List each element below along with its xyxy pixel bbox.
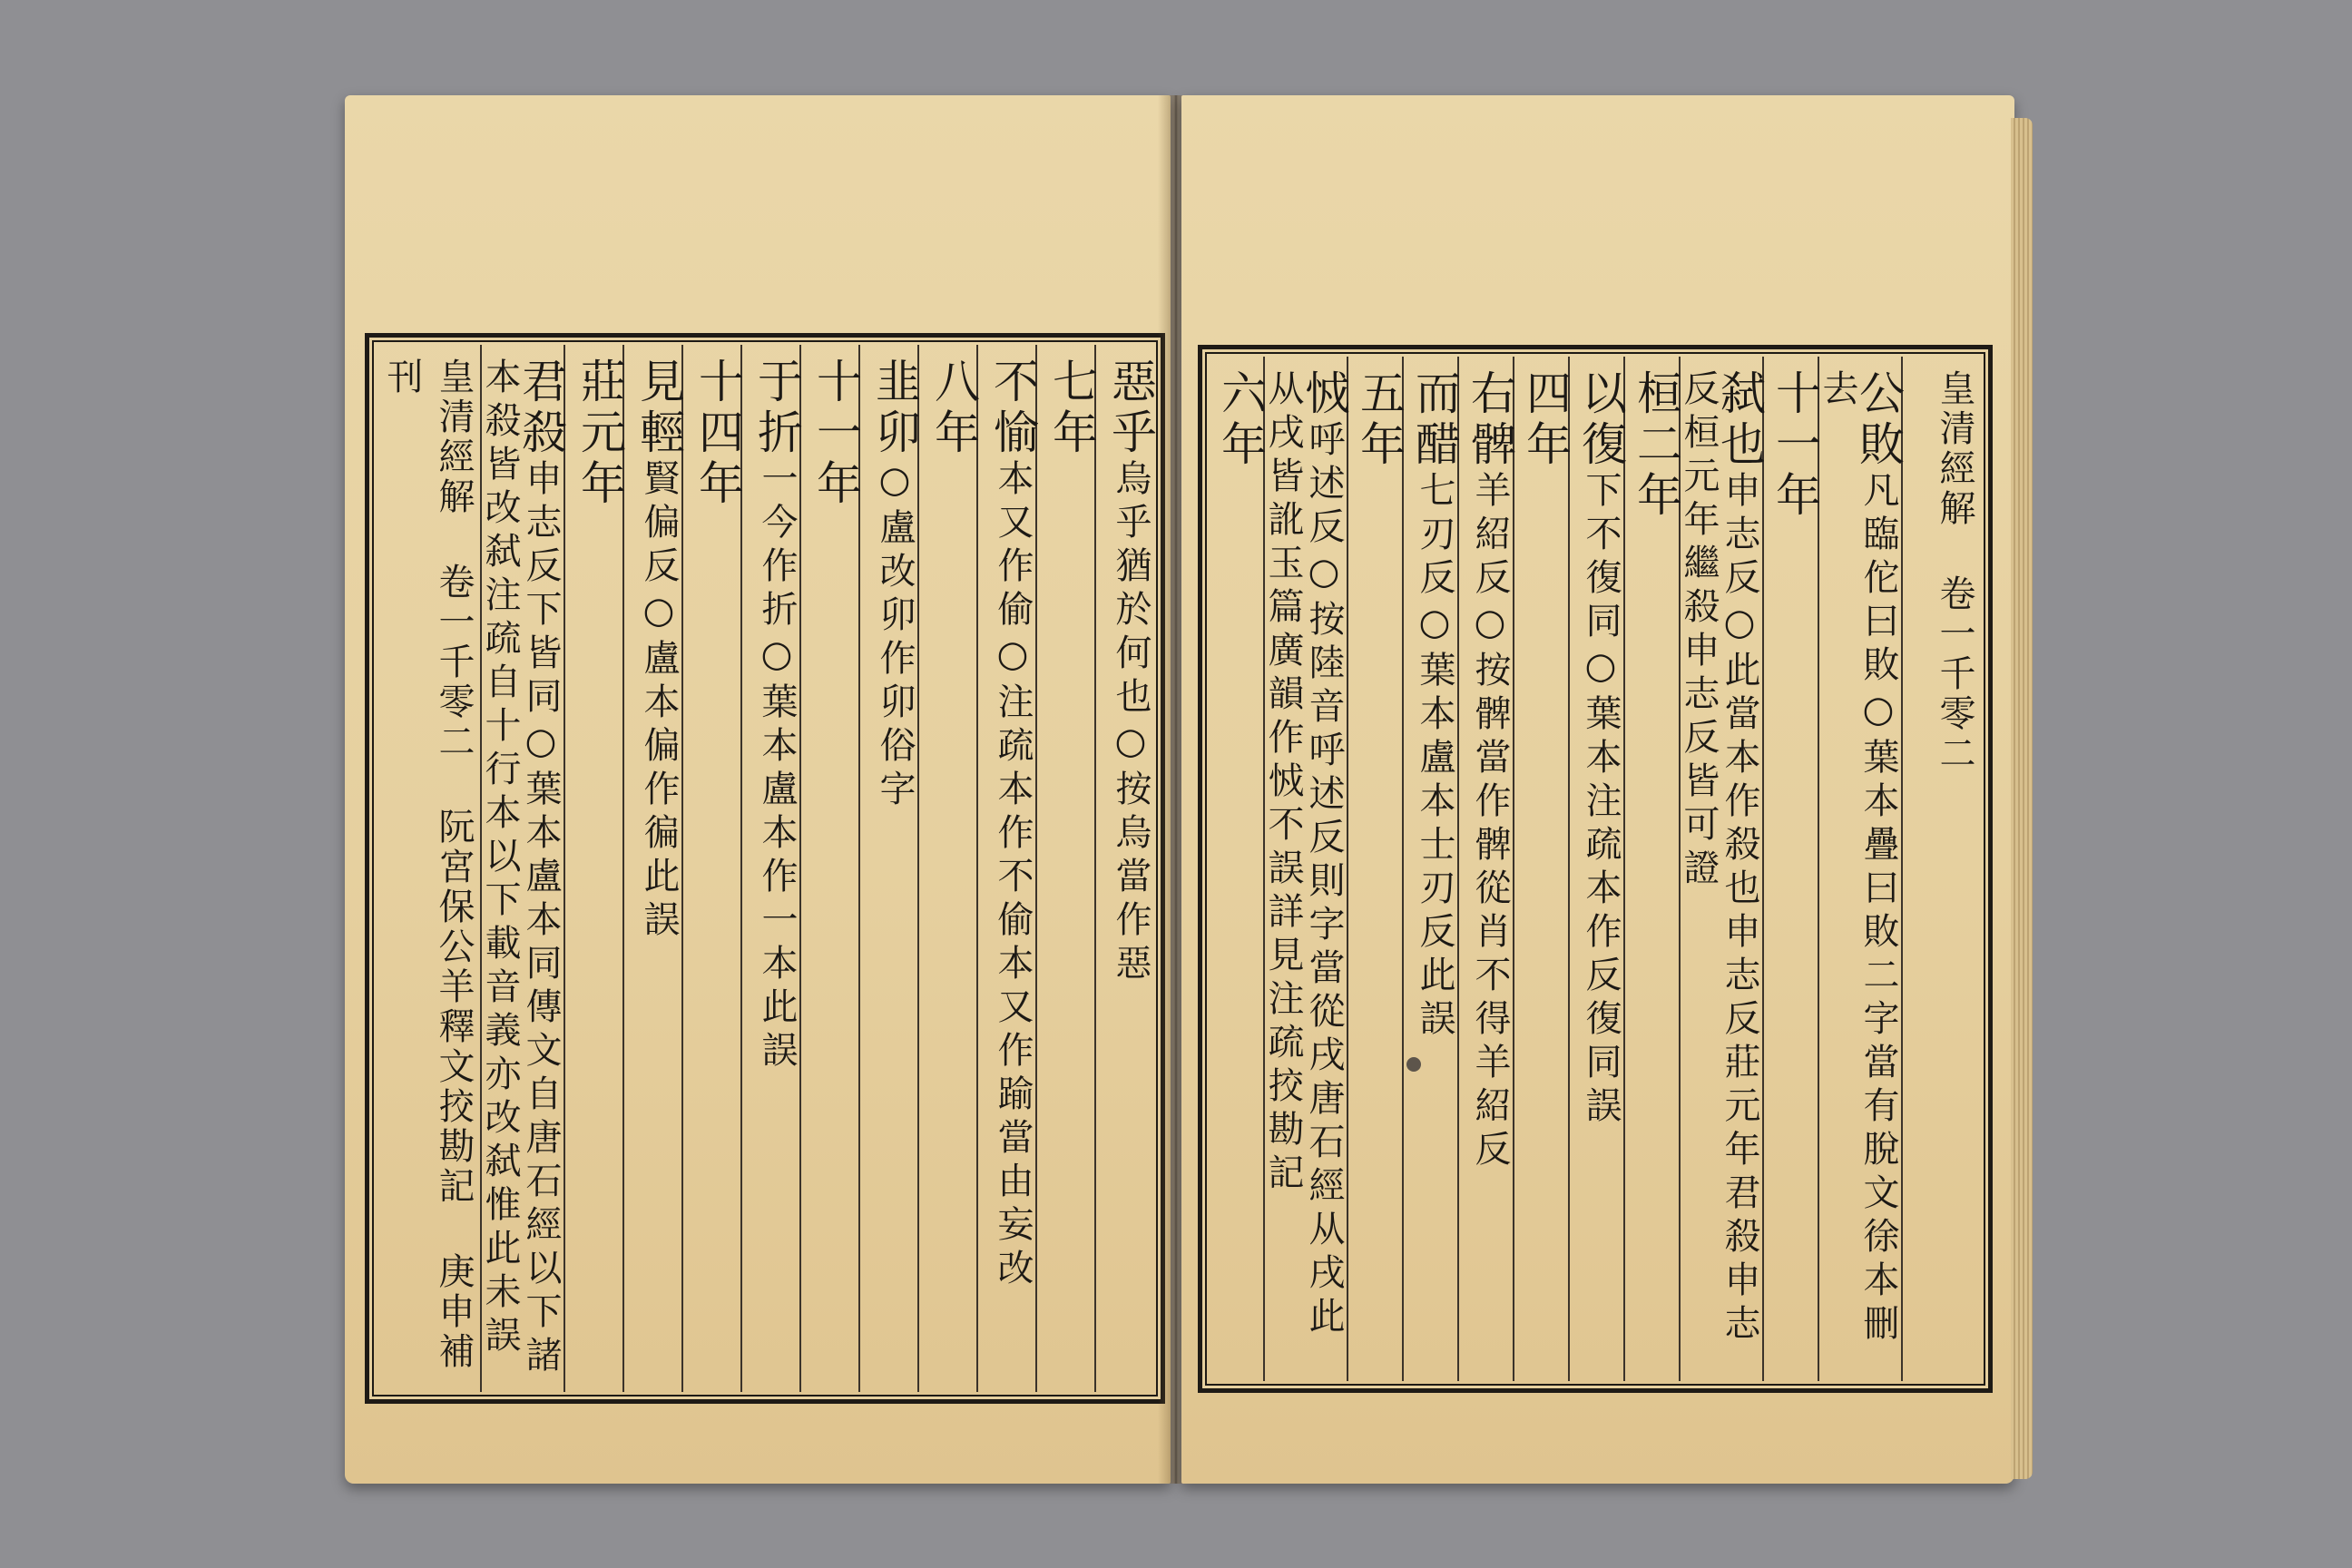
text-column <box>1568 357 1627 1381</box>
entry-text: ○盧改卯作卯俗字 <box>874 459 916 813</box>
text-column <box>1262 357 1350 1381</box>
entry-text: 烏乎猶於何也○按烏當作惡 <box>1110 459 1152 987</box>
text-column <box>1035 345 1098 1392</box>
year-heading: 五年 <box>1353 369 1406 471</box>
entry-heading: 而醋 <box>1408 369 1461 471</box>
page-edges <box>2011 118 2033 1479</box>
text-column <box>1623 357 1682 1381</box>
ink-spot <box>1406 1057 1421 1072</box>
text-column <box>1513 357 1572 1381</box>
year-heading: 桓二年 <box>1630 369 1682 522</box>
entry-heading: 惡乎 <box>1104 358 1157 459</box>
text-column <box>1762 357 1821 1381</box>
right-columns <box>1210 357 1981 1381</box>
text-column <box>622 345 685 1392</box>
text-column <box>1457 357 1516 1381</box>
year-heading: 十四年 <box>691 358 744 510</box>
spine-label: 皇清經解 卷一千零二 阮宮保公羊釋文挍勘記 庚申補刊 <box>381 358 475 1372</box>
year-heading: 十一年 <box>1769 369 1821 522</box>
spine-label: 皇清經解 卷一千零二 <box>1934 369 1975 774</box>
entry-text: 下不復同○葉本注疏本作反復同誤 <box>1580 471 1622 1130</box>
left-page <box>345 95 1171 1484</box>
text-column <box>917 345 980 1392</box>
entry-heading: 君殺 <box>514 358 567 459</box>
text-column <box>1678 357 1766 1381</box>
entry-text: 凡臨佗曰敗○葉本疊曰敗二字當有脫文徐本刪去 <box>1817 369 1899 1348</box>
entry-text: 賢偏反○盧本偏作徧此誤 <box>638 459 680 944</box>
entry-heading: 不愉 <box>986 358 1039 459</box>
text-column <box>740 345 803 1392</box>
spine-label-column <box>377 345 480 1392</box>
year-heading: 七年 <box>1045 358 1098 459</box>
text-column <box>799 345 862 1392</box>
right-text-frame <box>1198 345 1993 1393</box>
entry-heading: 㤜 <box>1298 369 1350 420</box>
text-column <box>564 345 626 1392</box>
text-column <box>858 345 921 1392</box>
text-column <box>1817 357 1905 1381</box>
entry-text: 呼述反○按陸音呼述反則字當從戌唐石經从戌此从戌皆訛玉篇廣韻作㤜不誤詳見注疏挍勘記 <box>1262 369 1345 1340</box>
year-heading: 莊元年 <box>573 358 626 510</box>
left-text-frame <box>365 333 1165 1404</box>
year-heading: 十一年 <box>809 358 862 510</box>
entry-text: 一今作折○葉本盧本作一本此誤 <box>756 459 798 1074</box>
entry-text: 羊紹反○按髀當作髀從肖不得羊紹反 <box>1469 471 1511 1173</box>
text-column <box>1347 357 1406 1381</box>
text-column <box>1094 345 1157 1392</box>
text-column <box>1402 357 1461 1381</box>
entry-heading: 右髀 <box>1464 369 1516 471</box>
entry-text: 申志反下皆同○葉本盧本同傳文自唐石經以下諸本殺皆改弑注疏自十行本以下載音義亦改弑惟此未誤 <box>479 358 562 1379</box>
text-column <box>681 345 744 1392</box>
right-page <box>1181 95 2014 1484</box>
year-heading: 四年 <box>1519 369 1572 471</box>
entry-text: 本又作偷○注疏本作不偷本又作踰當由妄改 <box>992 459 1034 1292</box>
text-column <box>479 345 567 1392</box>
left-columns <box>377 345 1157 1392</box>
year-heading: 六年 <box>1214 369 1267 471</box>
entry-heading: 見輕 <box>632 358 685 459</box>
entry-heading: 于折 <box>750 358 803 459</box>
entry-heading: 弑也 <box>1713 369 1766 471</box>
entry-heading: 韭卯 <box>868 358 921 459</box>
spine-label-column <box>1901 357 1981 1381</box>
text-column <box>1210 357 1267 1381</box>
entry-heading: 公敗 <box>1852 369 1905 471</box>
open-book <box>345 86 2014 1502</box>
entry-heading: 以復 <box>1574 369 1627 471</box>
entry-text: 七刃反○葉本盧本士刃反此誤 <box>1414 471 1455 1043</box>
entry-text: 申志反○此當本作殺也申志反莊元年君殺申志反桓元年繼殺申志反皆可證 <box>1678 369 1760 1348</box>
year-heading: 八年 <box>927 358 980 459</box>
text-column <box>976 345 1039 1392</box>
